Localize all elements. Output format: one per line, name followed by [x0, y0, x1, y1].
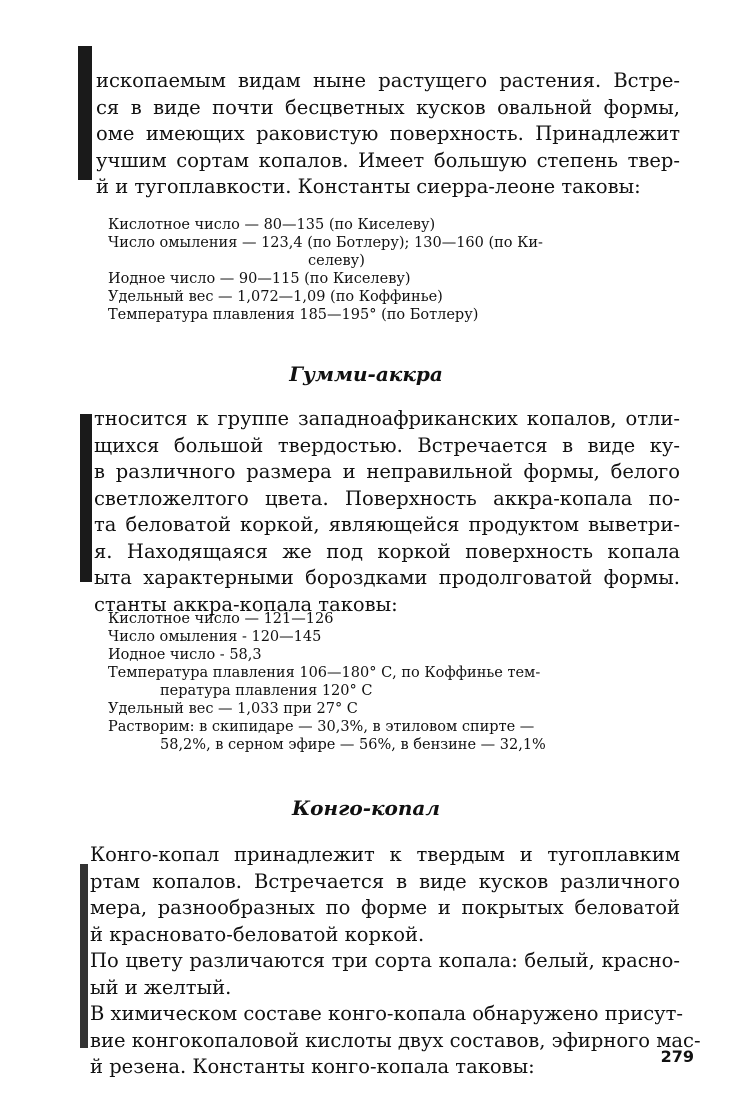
paragraph-kongo-kopal-intro — [90, 842, 680, 948]
text-line: й красновато-беловатой коркой. — [90, 922, 425, 946]
constant-row: Растворим: в скипидаре — 30,3%, в этиловом спирте — — [108, 719, 535, 735]
text-line: ртам копалов. Встречается в виде кусков различного — [90, 869, 680, 893]
text-line: ый и желтый. — [90, 975, 232, 999]
constants-sierra-leone — [108, 216, 668, 324]
constant-row: Иодное число — 90—115 (по Киселеву) — [108, 271, 411, 287]
text-line: Конго-копал принадлежит к твердым и тугоплавким — [90, 843, 680, 866]
text-line: оме имеющих раковистую поверхность. Принадлежит — [96, 122, 680, 145]
scan-shadow-2 — [80, 414, 92, 582]
text-line: я. Находящаяся же под коркой поверхность копала — [94, 539, 680, 563]
constant-row: Иодное число - 58,3 — [108, 647, 262, 663]
paragraph-gummi-akkra — [94, 406, 680, 618]
text-line: та беловатой коркой, являющейся продуктом выветри- — [94, 513, 680, 536]
text-line: станты аккра-копала таковы: — [94, 592, 398, 616]
text-line: светложелтого цвета. Поверхность аккра-копала по- — [94, 486, 680, 510]
section-heading-kongo-kopal: Конго-копал — [291, 796, 441, 820]
section-heading-gummi-akkra: Гумми-аккра — [289, 362, 443, 386]
text-line: в различного размера и неправильной формы, белого — [94, 460, 680, 483]
constant-row-continuation: пература плавления 120° С — [160, 683, 373, 699]
constant-row: Число омыления — 123,4 (по Ботлеру); 130—160 (по Ки- — [108, 235, 543, 251]
paragraph-kongo-kopal-colors — [90, 948, 680, 1001]
text-line: й резена. Константы конго-копала таковы: — [90, 1055, 535, 1078]
constant-row: Удельный вес — 1,033 при 27° С — [108, 701, 358, 717]
scan-shadow-1 — [78, 46, 92, 180]
constant-row: Температура плавления 185—195° (по Ботлеру) — [108, 307, 479, 323]
text-line: По цвету различаются три сорта копала: белый, красно- — [90, 949, 680, 972]
text-line: В химическом составе конго-копала обнаружено присут- — [90, 1002, 683, 1025]
text-line: тносится к группе западноафриканских копалов, отли- — [94, 407, 680, 430]
constant-row: Кислотное число — 80—135 (по Киселеву) — [108, 217, 436, 233]
text-line: вие конгокопаловой кислоты двух составов, эфирного мас- — [90, 1028, 701, 1052]
text-line: ся в виде почти бесцветных кусков овальной формы, — [96, 95, 680, 119]
paragraph-sierra-leone — [96, 68, 680, 201]
constant-row-continuation: селеву) — [308, 253, 365, 269]
constant-row: Число омыления - 120—145 — [108, 629, 322, 645]
constants-akkra — [108, 610, 668, 754]
constant-row-continuation: 58,2%, в серном эфире — 56%, в бензине — 32,1% — [160, 737, 546, 753]
scan-shadow-3 — [80, 864, 88, 1048]
constant-row: Температура плавления 106—180° С, по Коффинье тем- — [108, 665, 541, 681]
paragraph-kongo-kopal-chemistry — [90, 1001, 701, 1081]
text-line: ископаемым видам ныне растущего растения. Встре- — [96, 69, 680, 92]
text-line: й и тугоплавкости. Константы сиерра-леоне таковы: — [96, 175, 641, 198]
text-line: мера, разнообразных по форме и покрытых беловатой — [90, 896, 680, 919]
text-line: учшим сортам копалов. Имеет большую степень твер- — [96, 148, 680, 172]
constant-row: Удельный вес — 1,072—1,09 (по Коффинье) — [108, 289, 443, 305]
text-line: щихся большой твердостью. Встречается в виде ку- — [94, 433, 680, 457]
page-number: 279 — [660, 1047, 694, 1066]
text-line: ыта характерными бороздками продолговатой формы. — [94, 566, 680, 589]
constant-row: Кислотное число — 121—126 — [108, 611, 334, 627]
